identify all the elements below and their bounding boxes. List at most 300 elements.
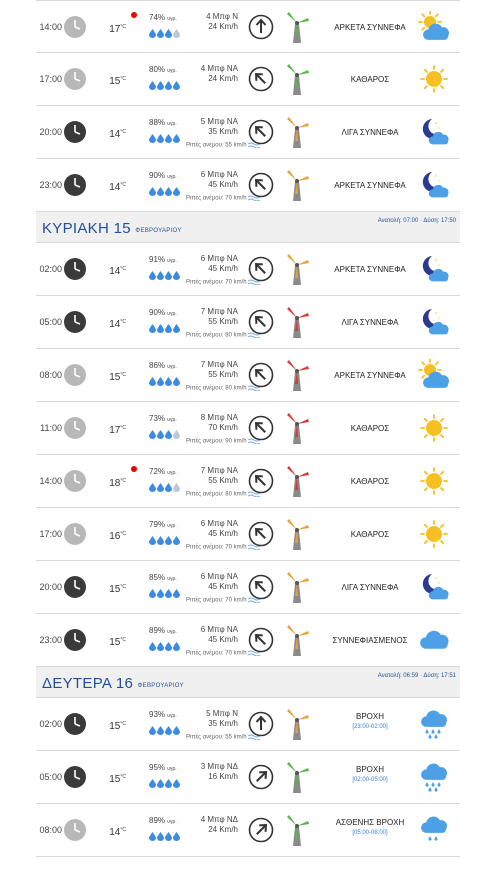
humidity-unit: υγρ. (167, 258, 177, 264)
humidity-value: 72% (149, 467, 166, 476)
sun-icon (418, 518, 450, 550)
time-label: 05:00 (39, 317, 62, 327)
wind-speed: 45 Km/h (208, 582, 238, 591)
forecast-row[interactable] (36, 698, 460, 751)
weather-condition: ΚΑΘΑΡΟΣ (350, 75, 390, 84)
wind-speed: 35 Km/h (208, 127, 238, 136)
temperature-value: 15 (109, 372, 121, 383)
wind-speed: 45 Km/h (208, 635, 238, 644)
humidity-drops-icon (149, 130, 181, 140)
temperature-unit: °C (120, 774, 126, 780)
forecast-row[interactable] (36, 561, 460, 614)
wind-direction-arrow-icon (248, 66, 274, 92)
weather-description (311, 614, 429, 667)
windmill-icon (284, 760, 310, 794)
sun-icon (418, 412, 450, 444)
humidity-value: 88% (149, 118, 166, 127)
wind-direction-arrow-icon (248, 172, 274, 198)
windmill-icon (284, 358, 310, 392)
humidity-value: 95% (149, 763, 166, 772)
clock-icon (63, 363, 87, 387)
weather-description (311, 296, 429, 349)
windmill-icon (284, 115, 310, 149)
wind-speed: 16 Km/h (208, 772, 238, 781)
temperature-unit: °C (120, 584, 126, 590)
weather-condition: ΛΙΓΑ ΣΥΝΝΕΦΑ (341, 583, 399, 592)
temperature-unit: °C (120, 129, 126, 135)
gust-label: Ριπές ανέμου: (186, 332, 224, 339)
wind-info (186, 519, 238, 539)
wind-speed: 24 Km/h (208, 74, 238, 83)
wind-direction-arrow-icon (248, 521, 274, 547)
humidity (149, 573, 177, 582)
wind-speed: 45 Km/h (208, 180, 238, 189)
gust-unit: km/h (233, 385, 247, 392)
wind-beaufort: 6 Μπφ ΝΑ (200, 254, 238, 263)
clock-icon (63, 120, 87, 144)
time-label: 02:00 (39, 719, 62, 729)
wind-direction-arrow-icon (248, 764, 274, 790)
forecast-row[interactable] (36, 106, 460, 159)
moon-cloud-icon (418, 116, 450, 148)
gust-value: 80 (225, 385, 232, 392)
humidity-drops-icon (149, 25, 181, 35)
windmill-icon (284, 517, 310, 551)
temperature-value: 14 (109, 266, 121, 277)
weather-description (311, 106, 429, 159)
windmill-icon (284, 62, 310, 96)
gust-label: Ριπές ανέμου: (186, 385, 224, 392)
gust-unit: km/h (233, 195, 247, 202)
humidity (149, 763, 177, 772)
max-temp-dot-icon (131, 12, 137, 18)
temperature-value: 16 (109, 531, 121, 542)
windmill-icon (284, 168, 310, 202)
wind-direction-arrow-icon (248, 627, 274, 653)
temperature (106, 561, 126, 614)
temperature (106, 508, 126, 561)
windmill-icon (284, 464, 310, 498)
rain-icon (418, 761, 450, 793)
temperature-unit: °C (120, 266, 126, 272)
windmill-icon (284, 305, 310, 339)
time-label: 05:00 (39, 772, 62, 782)
humidity-value: 91% (149, 255, 166, 264)
temperature-unit: °C (120, 478, 126, 484)
gust-unit: km/h (233, 544, 247, 551)
sun-icon (418, 63, 450, 95)
weather-description (311, 455, 429, 508)
cloud-icon (418, 624, 450, 656)
humidity (149, 467, 177, 476)
humidity (149, 171, 177, 180)
moon-cloud-icon (418, 169, 450, 201)
weather-condition: ΑΡΚΕΤΑ ΣΥΝΝΕΦΑ (334, 181, 406, 190)
wind-beaufort: 4 Μπφ ΝΑ (200, 64, 238, 73)
temperature-unit: °C (120, 531, 126, 537)
day-month: ΦΕΒΡΟΥΑΡΙΟΥ (135, 228, 182, 234)
temperature-value: 14 (109, 827, 121, 838)
temperature (106, 804, 126, 857)
humidity-unit: υγρ. (167, 121, 177, 127)
gust-value: 70 (225, 279, 232, 286)
humidity-unit: υγρ. (167, 766, 177, 772)
day-title: ΚΥΡΙΑΚΗ 15 (42, 220, 131, 237)
wind-info (186, 307, 238, 327)
humidity (149, 816, 177, 825)
humidity-value: 93% (149, 710, 166, 719)
temperature (106, 106, 126, 159)
wind-speed: 35 Km/h (208, 719, 238, 728)
wind-direction-arrow-icon (248, 256, 274, 282)
gust-label: Ριπές ανέμου: (186, 597, 224, 604)
humidity-drops-icon (149, 532, 181, 542)
gust-unit: km/h (233, 734, 247, 741)
time-label: 02:00 (39, 264, 62, 274)
weather-condition: ΚΑΘΑΡΟΣ (350, 477, 390, 486)
temperature (106, 614, 126, 667)
humidity (149, 414, 177, 423)
gust-unit: km/h (233, 279, 247, 286)
moon-cloud-icon (418, 571, 450, 603)
wind-info (186, 709, 238, 729)
forecast-row[interactable] (36, 508, 460, 561)
humidity-unit: υγρ. (167, 576, 177, 582)
humidity-value: 73% (149, 414, 166, 423)
gust-value: 80 (225, 491, 232, 498)
gust-unit: km/h (233, 142, 247, 149)
wind-speed: 55 Km/h (208, 317, 238, 326)
temperature-unit: °C (120, 372, 126, 378)
wind-info (186, 572, 238, 592)
temperature-value: 14 (109, 319, 121, 330)
clock-icon (63, 257, 87, 281)
wind-beaufort: 7 Μπφ ΝΑ (200, 360, 238, 369)
gust-label: Ριπές ανέμου: (186, 195, 224, 202)
forecast-row[interactable] (36, 243, 460, 296)
wind-direction-arrow-icon (248, 415, 274, 441)
temperature-value: 15 (109, 637, 121, 648)
humidity-unit: υγρ. (167, 417, 177, 423)
temperature (106, 751, 126, 804)
gust-value: 70 (225, 650, 232, 657)
wind-speed: 24 Km/h (208, 825, 238, 834)
temperature-unit: °C (120, 76, 126, 82)
gust-label: Ριπές ανέμου: (186, 438, 224, 445)
humidity-unit: υγρ. (167, 364, 177, 370)
windmill-icon (284, 707, 310, 741)
wind-info (186, 762, 238, 782)
wind-direction-arrow-icon (248, 711, 274, 737)
humidity-value: 74% (149, 13, 166, 22)
gust-unit: km/h (233, 491, 247, 498)
humidity-drops-icon (149, 373, 181, 383)
weather-description (311, 349, 429, 402)
weather-description (311, 243, 429, 296)
wind-beaufort: 4 Μπφ Ν (206, 12, 238, 21)
time-label: 20:00 (39, 582, 62, 592)
temperature (106, 159, 126, 212)
moon-cloud-icon (418, 306, 450, 338)
wind-info (186, 12, 238, 32)
gust-value: 55 (225, 734, 232, 741)
sun-cloud-icon (418, 359, 450, 391)
wind-direction-arrow-icon (248, 574, 274, 600)
gust-unit: km/h (233, 597, 247, 604)
humidity-drops-icon (149, 77, 181, 87)
windmill-icon (284, 813, 310, 847)
wind-speed: 55 Km/h (208, 370, 238, 379)
temperature-unit: °C (120, 182, 126, 188)
humidity-value: 90% (149, 308, 166, 317)
wind-beaufort: 8 Μπφ ΝΑ (200, 413, 238, 422)
temperature-unit: °C (120, 637, 126, 643)
weather-period: [05:00-08:00] (352, 830, 388, 836)
wind-info (186, 254, 238, 274)
gust-label: Ριπές ανέμου: (186, 491, 224, 498)
wind-direction-arrow-icon (248, 309, 274, 335)
wind-info (186, 815, 238, 835)
gust-label: Ριπές ανέμου: (186, 279, 224, 286)
clock-icon (63, 818, 87, 842)
humidity-drops-icon (149, 722, 181, 732)
time-label: 11:00 (40, 423, 62, 433)
forecast-row[interactable] (36, 349, 460, 402)
wind-speed: 45 Km/h (208, 264, 238, 273)
weather-condition: ΑΡΚΕΤΑ ΣΥΝΝΕΦΑ (334, 371, 406, 380)
humidity-drops-icon (149, 585, 181, 595)
clock-icon (63, 712, 87, 736)
temperature (106, 402, 126, 455)
wind-direction-arrow-icon (248, 119, 274, 145)
humidity-value: 90% (149, 171, 166, 180)
forecast-row[interactable] (36, 0, 460, 53)
time-label: 17:00 (39, 529, 62, 539)
max-temp-dot-icon (131, 466, 137, 472)
humidity-drops-icon (149, 775, 181, 785)
wind-speed: 70 Km/h (208, 423, 238, 432)
gust-label: Ριπές ανέμου: (186, 650, 224, 657)
wind-beaufort: 6 Μπφ ΝΑ (200, 572, 238, 581)
time-label: 14:00 (39, 22, 62, 32)
gust-value: 80 (225, 332, 232, 339)
gust-label: Ριπές ανέμου: (186, 734, 224, 741)
humidity-drops-icon (149, 828, 181, 838)
wind-beaufort: 7 Μπφ ΝΑ (200, 466, 238, 475)
clock-icon (63, 522, 87, 546)
humidity-value: 89% (149, 626, 166, 635)
clock-icon (63, 628, 87, 652)
humidity (149, 255, 177, 264)
humidity-value: 86% (149, 361, 166, 370)
wind-info (186, 466, 238, 486)
humidity-value: 89% (149, 816, 166, 825)
forecast-row[interactable] (36, 751, 460, 804)
clock-icon (63, 416, 87, 440)
clock-icon (63, 469, 87, 493)
wind-beaufort: 7 Μπφ ΝΑ (200, 307, 238, 316)
time-label: 14:00 (39, 476, 62, 486)
day-title: ΔΕΥΤΕΡΑ 16 (42, 675, 134, 692)
time-label: 23:00 (39, 635, 62, 645)
wind-beaufort: 6 Μπφ ΝΑ (200, 519, 238, 528)
humidity-value: 85% (149, 573, 166, 582)
weather-condition: ΒΡΟΧΗ (355, 712, 384, 721)
temperature-value: 14 (109, 182, 121, 193)
temperature-unit: °C (120, 721, 126, 727)
wind-beaufort: 4 Μπφ ΝΔ (200, 815, 238, 824)
gust-value: 70 (225, 195, 232, 202)
temperature-value: 14 (109, 129, 121, 140)
forecast-row[interactable] (36, 614, 460, 667)
weather-condition: ΑΡΚΕΤΑ ΣΥΝΝΕΦΑ (334, 265, 406, 274)
rain-icon (418, 708, 450, 740)
humidity-unit: υγρ. (167, 470, 177, 476)
humidity-value: 80% (149, 65, 166, 74)
temperature-value: 18 (109, 478, 121, 489)
day-name (42, 220, 182, 237)
humidity (149, 13, 177, 22)
wind-beaufort: 6 Μπφ ΝΑ (200, 625, 238, 634)
windmill-icon (284, 570, 310, 604)
wind-beaufort: 5 Μπφ ΝΑ (200, 117, 238, 126)
humidity-unit: υγρ. (167, 523, 177, 529)
moon-cloud-icon (418, 253, 450, 285)
wind-direction-arrow-icon (248, 362, 274, 388)
gust-label: Ριπές ανέμου: (186, 142, 224, 149)
humidity-drops-icon (149, 320, 181, 330)
temperature (106, 53, 126, 106)
humidity-unit: υγρ. (167, 311, 177, 317)
temperature-value: 15 (109, 76, 121, 87)
temperature (106, 455, 126, 508)
weather-description (311, 402, 429, 455)
weather-condition: ΑΣΘΕΝΗΣ ΒΡΟΧΗ (335, 818, 405, 827)
forecast-row[interactable] (36, 455, 460, 508)
gust-value: 70 (225, 597, 232, 604)
gust-unit: km/h (233, 332, 247, 339)
light-rain-icon (418, 814, 450, 846)
humidity-drops-icon (149, 426, 181, 436)
humidity-unit: υγρ. (167, 713, 177, 719)
temperature-value: 15 (109, 721, 121, 732)
gust-value: 55 (225, 142, 232, 149)
humidity (149, 65, 177, 74)
wind-beaufort: 3 Μπφ ΝΔ (200, 762, 238, 771)
wind-info (186, 170, 238, 190)
humidity-unit: υγρ. (167, 68, 177, 74)
temperature (106, 243, 126, 296)
gust-unit: km/h (233, 438, 247, 445)
humidity-drops-icon (149, 479, 181, 489)
weather-description (311, 818, 429, 871)
weather-condition: ΣΥΝΝΕΦΙΑΣΜΕΝΟΣ (332, 636, 408, 645)
weather-condition: ΚΑΘΑΡΟΣ (350, 424, 390, 433)
wind-beaufort: 5 Μπφ Ν (206, 709, 238, 718)
temperature-unit: °C (120, 319, 126, 325)
day-name (42, 675, 184, 692)
sunrise-sunset: Ανατολή: 07:00 · Δύση: 17:50 (377, 218, 456, 224)
forecast-row[interactable] (36, 159, 460, 212)
humidity-unit: υγρ. (167, 629, 177, 635)
gust-value: 70 (225, 544, 232, 551)
temperature (106, 698, 126, 751)
weather-description (311, 508, 429, 561)
wind-speed: 45 Km/h (208, 529, 238, 538)
temperature-unit: °C (120, 425, 126, 431)
temperature (106, 349, 126, 402)
forecast-row[interactable] (36, 804, 460, 857)
day-month: ΦΕΒΡΟΥΑΡΙΟΥ (137, 683, 184, 689)
humidity-value: 79% (149, 520, 166, 529)
humidity-drops-icon (149, 638, 181, 648)
clock-icon (63, 173, 87, 197)
humidity (149, 308, 177, 317)
temperature (106, 296, 126, 349)
humidity-unit: υγρ. (167, 174, 177, 180)
humidity (149, 710, 177, 719)
weather-condition: ΚΑΘΑΡΟΣ (350, 530, 390, 539)
weather-condition: ΑΡΚΕΤΑ ΣΥΝΝΕΦΑ (334, 23, 406, 32)
windmill-icon (284, 623, 310, 657)
forecast-row[interactable] (36, 402, 460, 455)
humidity (149, 361, 177, 370)
gust-label: Ριπές ανέμου: (186, 544, 224, 551)
temperature-value: 17 (109, 425, 121, 436)
clock-icon (63, 67, 87, 91)
windmill-icon (284, 411, 310, 445)
weather-condition: ΒΡΟΧΗ (355, 765, 384, 774)
clock-icon (63, 765, 87, 789)
wind-info (186, 64, 238, 84)
weather-description (311, 1, 429, 54)
humidity (149, 626, 177, 635)
wind-info (186, 117, 238, 137)
temperature-value: 15 (109, 774, 121, 785)
humidity-unit: υγρ. (167, 819, 177, 825)
humidity-unit: υγρ. (167, 16, 177, 22)
time-label: 23:00 (39, 180, 62, 190)
day-header (36, 212, 460, 243)
humidity (149, 520, 177, 529)
gust-value: 90 (225, 438, 232, 445)
temperature-unit: °C (120, 827, 126, 833)
clock-icon (63, 310, 87, 334)
temperature (106, 1, 126, 54)
clock-icon (63, 575, 87, 599)
humidity-drops-icon (149, 267, 181, 277)
windmill-icon (284, 10, 310, 44)
wind-info (186, 413, 238, 433)
windmill-icon (284, 252, 310, 286)
humidity-drops-icon (149, 183, 181, 193)
clock-icon (63, 15, 87, 39)
sun-icon (418, 465, 450, 497)
weather-condition: ΛΙΓΑ ΣΥΝΝΕΦΑ (341, 128, 399, 137)
wind-direction-arrow-icon (248, 817, 274, 843)
sun-cloud-icon (418, 11, 450, 43)
wind-direction-arrow-icon (248, 468, 274, 494)
wind-direction-arrow-icon (248, 14, 274, 40)
weather-period: [23:00-02:00] (352, 724, 388, 730)
humidity (149, 118, 177, 127)
forecast-row[interactable] (36, 53, 460, 106)
weather-condition: ΛΙΓΑ ΣΥΝΝΕΦΑ (341, 318, 399, 327)
forecast-row[interactable] (36, 296, 460, 349)
wind-speed: 55 Km/h (208, 476, 238, 485)
weather-description (311, 159, 429, 212)
wind-info (186, 625, 238, 645)
